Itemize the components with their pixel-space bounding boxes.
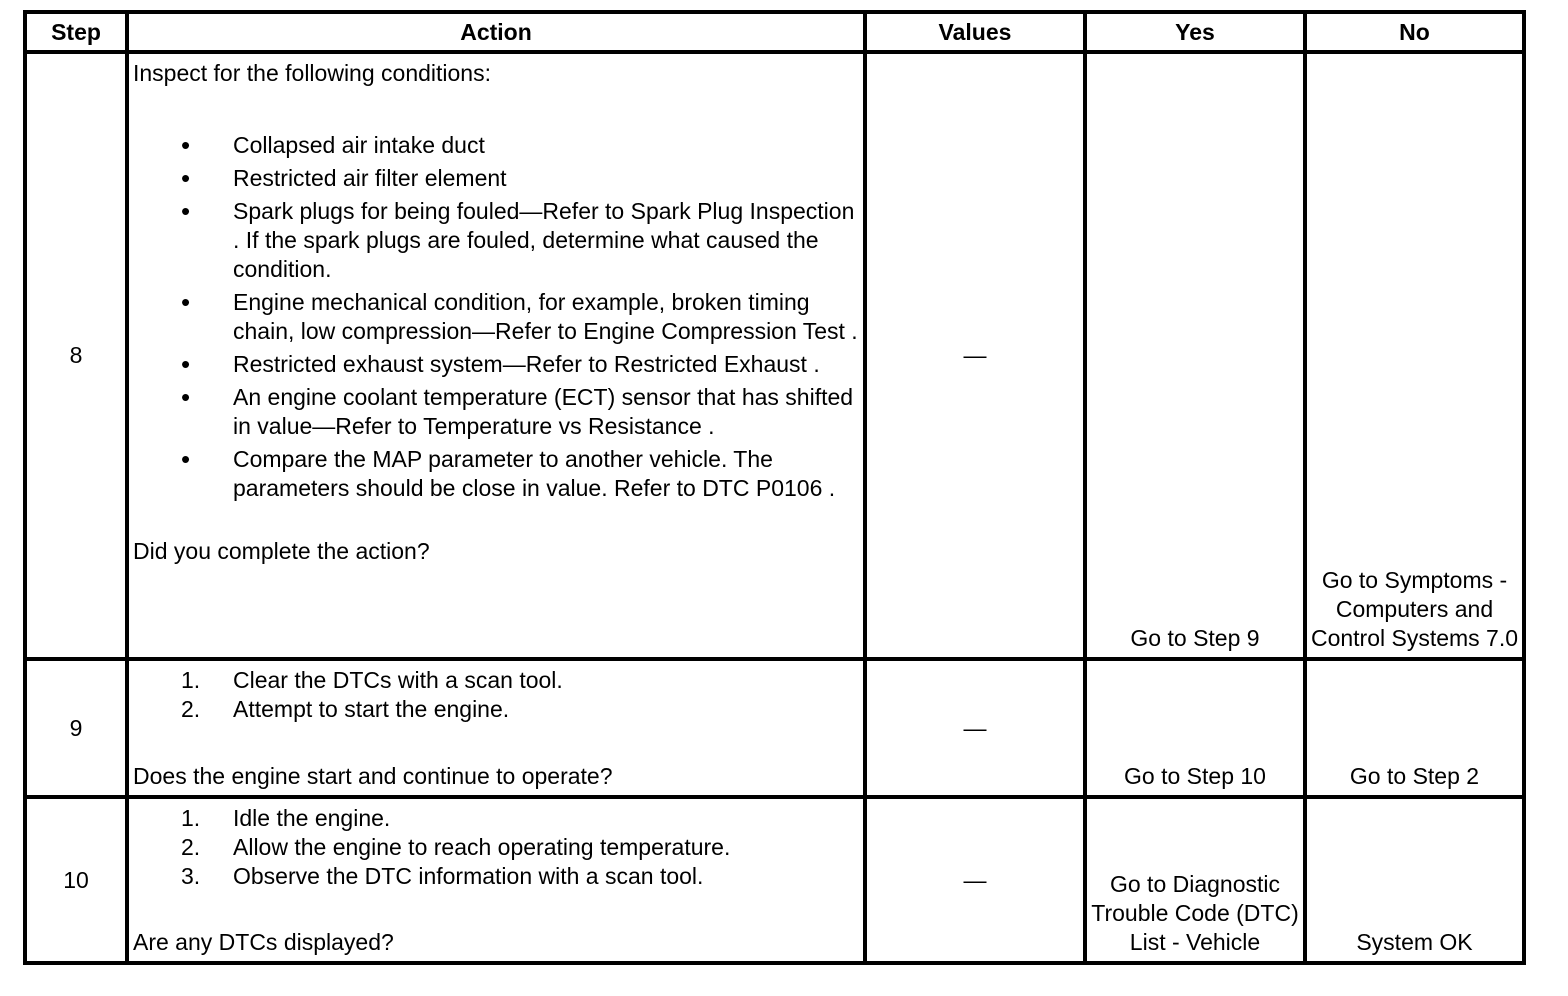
step-text: Idle the engine. (233, 805, 391, 831)
step-index: 3. (181, 863, 201, 889)
list-item: • An engine coolant temperature (ECT) sensor that has shifted in value—Refer to Temperature vs Resistance . (133, 383, 859, 441)
action-cell (127, 659, 865, 797)
list-item: • Collapsed air intake duct (133, 131, 859, 160)
list-item: • Engine mechanical condition, for example, broken timing chain, low compression—Refer to Engine Compression Test . (133, 288, 859, 346)
action-question: Are any DTCs displayed? (133, 929, 394, 955)
header-step: Step (25, 12, 127, 52)
diagnostic-table (23, 10, 1526, 965)
list-item (133, 666, 859, 695)
list-item (133, 695, 859, 724)
list-item: • Spark plugs for being fouled—Refer to Spark Plug Inspection . If the spark plugs are fouled, determine what caused the condition. (133, 197, 859, 284)
step-text: Allow the engine to reach operating temperature. (233, 834, 731, 860)
list-item: • Restricted air filter element (133, 164, 859, 193)
action-cell (127, 52, 865, 659)
action-intro: Inspect for the following conditions: (133, 60, 491, 86)
step-index: 2. (181, 696, 201, 722)
no-cell: Go to Symptoms - Computers and Control Systems 7.0 (1305, 52, 1524, 659)
list-item (133, 862, 859, 891)
step-number: 9 (25, 659, 127, 797)
no-cell: Go to Step 2 (1305, 659, 1524, 797)
table-row-step-8 (25, 52, 1524, 659)
step-text: Observe the DTC information with a scan tool. (233, 863, 704, 889)
yes-cell: Go to Diagnostic Trouble Code (DTC) List - Vehicle (1085, 797, 1305, 963)
action-question: Does the engine start and continue to operate? (133, 763, 613, 789)
header-no: No (1305, 12, 1524, 52)
list-item: • Compare the MAP parameter to another vehicle. The parameters should be close in value. Refer to DTC P0106 . (133, 445, 859, 503)
header-values: Values (865, 12, 1085, 52)
action-cell (127, 797, 865, 963)
header-yes: Yes (1085, 12, 1305, 52)
list-item: • Restricted exhaust system—Refer to Restricted Exhaust . (133, 350, 859, 379)
procedure-list (133, 666, 859, 724)
step-index: 2. (181, 834, 201, 860)
condition-list (133, 131, 859, 503)
action-question: Did you complete the action? (133, 538, 430, 564)
procedure-list (133, 804, 859, 891)
table-row-step-9 (25, 659, 1524, 797)
values-cell: — (865, 797, 1085, 963)
step-text: Attempt to start the engine. (233, 696, 510, 722)
header-action: Action (127, 12, 865, 52)
list-item (133, 804, 859, 833)
table-row-step-10 (25, 797, 1524, 963)
values-cell: — (865, 659, 1085, 797)
list-item (133, 833, 859, 862)
step-number: 10 (25, 797, 127, 963)
step-number: 8 (25, 52, 127, 659)
step-text: Clear the DTCs with a scan tool. (233, 667, 563, 693)
yes-cell: Go to Step 9 (1085, 52, 1305, 659)
values-cell: — (865, 52, 1085, 659)
step-index: 1. (181, 667, 201, 693)
yes-cell: Go to Step 10 (1085, 659, 1305, 797)
header-row (25, 12, 1524, 52)
step-index: 1. (181, 805, 201, 831)
no-cell: System OK (1305, 797, 1524, 963)
